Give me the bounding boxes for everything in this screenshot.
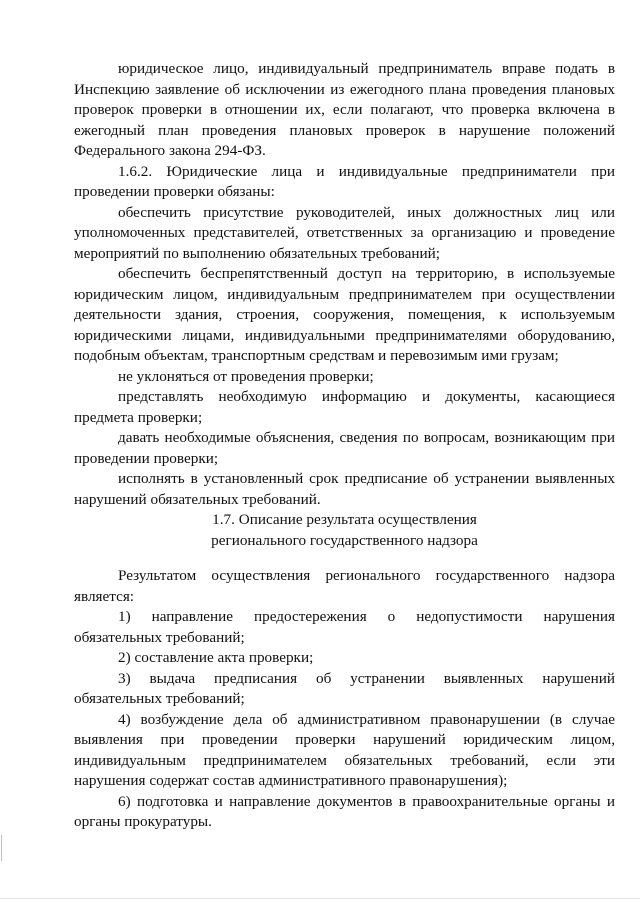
paragraph-no-evasion: не уклоняться от проведения проверки; [118,367,374,385]
paragraph-exclusion-request: юридическое лицо, индивидуальный предприниматель вправе подать в Инспекцию заявление об исключении из ежегодного плана проведения плановых проверок проверки в отношении их, если полагают, что проверка включена в ежегодный план проведения плановых проверок в нарушение положений Федерального закона 294-ФЗ. [74,60,615,159]
paragraph-results-intro: Результатом осуществления регионального государственного надзора является: [74,567,615,605]
result-item-administrative-case: 4) возбуждение дела об административном правонарушении (в случае выявления при проведении проверки нарушений юридическим лицом, индивидуальным предпринимателем обязательных требований, если эти нарушения содержат состав административного правонарушения); [74,710,615,789]
paragraph-provide-information: представлять необходимую информацию и документы, касающиеся предмета проверки; [74,388,615,426]
paragraph-obligations-intro: 1.6.2. Юридические лица и индивидуальные предприниматели при проведении проверки обязаны: [74,162,615,200]
result-item-order: 3) выдача предписания об устранении выявленных нарушений обязательных требований; [74,669,615,707]
paragraph-ensure-access: обеспечить беспрепятственный доступ на территорию, в используемые юридическим лицом, индивидуальным предпринимателем при осуществлении деятельности здания, строения, сооружения, помещения, к используемым юридическими лицами, индивидуальными предпринимателями оборудованию, подобным объектам, транспортным средствам и перевозимым ими грузам; [74,265,615,364]
section-heading-line-1: 1.7. Описание результата осуществления [212,511,477,528]
result-item-inspection-act: 2) составление акта проверки; [118,649,314,666]
page-bottom-edge [0,898,640,899]
paragraph-give-explanations: давать необходимые объяснения, сведения по вопросам, возникающим при проведении проверки; [74,429,615,467]
scan-edge-mark [1,835,2,861]
section-heading-line-2: регионального государственного надзора [211,531,478,549]
inspection-duties-text [74,59,615,510]
section-heading [74,510,615,551]
supervision-results-text [74,566,615,833]
result-item-warning: 1) направление предостережения о недопустимости нарушения обязательных требований; [74,608,615,646]
paragraph-ensure-presence: обеспечить присутствие руководителей, иных должностных лиц или уполномоченных представителей, ответственных за организацию и проведение мероприятий по выполнению обязательных требований; [74,203,615,262]
result-item-documents-transfer: 6) подготовка и направление документов в правоохранительные органы и органы прокуратуры. [74,792,615,830]
paragraph-execute-order: исполнять в установленный срок предписание об устранении выявленных нарушений обязательных требований. [74,470,615,508]
